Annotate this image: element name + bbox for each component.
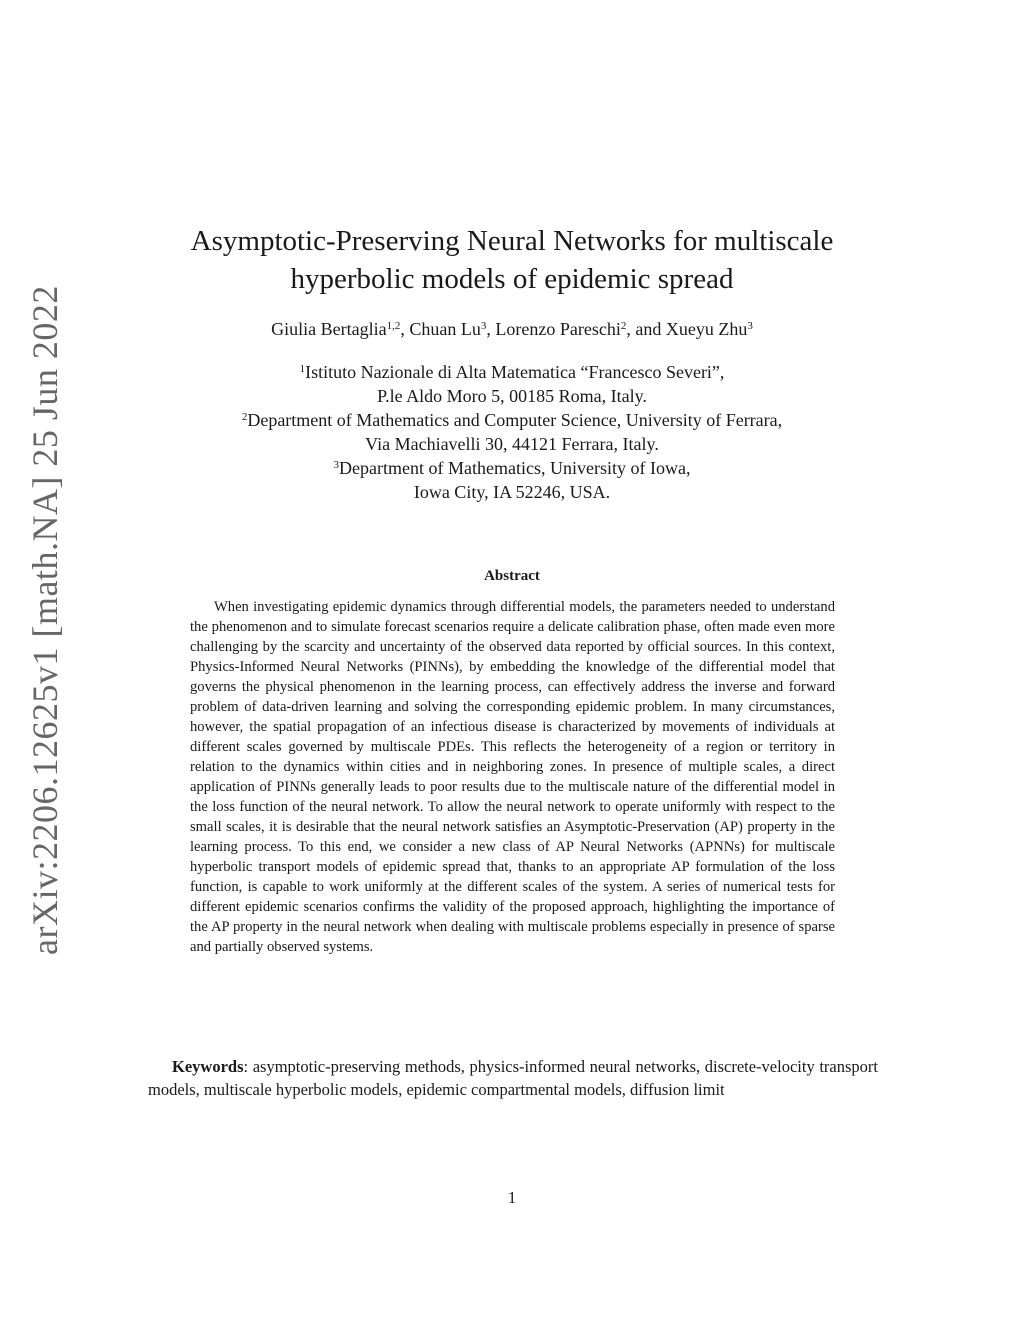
title-line-1: Asymptotic-Preserving Neural Networks for multiscale	[190, 225, 834, 257]
author-name: Chuan Lu	[409, 319, 481, 339]
author-separator: ,	[486, 319, 496, 339]
author-list	[150, 316, 874, 342]
affiliation-marker: 2	[241, 411, 248, 423]
author-affiliation-marker: 3	[480, 320, 487, 332]
paper-title	[150, 222, 874, 298]
affiliation-text: Department of Mathematics and Computer Science, University of Ferrara,	[247, 410, 783, 430]
author-affiliation-marker: 1,2	[386, 320, 401, 332]
keywords-label: Keywords	[172, 1057, 244, 1076]
abstract-heading: Abstract	[484, 568, 540, 584]
author-affiliation-marker: 3	[747, 320, 753, 332]
keywords-text: : asymptotic-preserving methods, physics-informed neural networks, discrete-velocity transport models, multiscale hyperbolic models, epidemic compartmental models, diffusion limit	[148, 1057, 878, 1099]
affiliation-marker: 1	[299, 363, 306, 375]
affiliation-line	[150, 360, 874, 384]
author-name: Lorenzo Pareschi	[495, 319, 621, 339]
abstract-body: When investigating epidemic dynamics through differential models, the parameters needed to understand the phenomenon and to simulate forecast scenarios require a delicate calibration phase, often made even more challenging by the scarcity and uncertainty of the observed data reported by official sources. In this context, Physics-Informed Neural Networks (PINNs), by embedding the knowledge of the differential model that governs the physical phenomenon in the learning process, can effectively address the inverse and forward problem of data-driven learning and solving the corresponding epidemic problem. In many circumstances, however, the spatial propagation of an infectious disease is characterized by movements of individuals at different scales governed by multiscale PDEs. This reflects the heterogeneity of a region or territory in relation to the dynamics within cities and in neighboring zones. In presence of multiple scales, a direct application of PINNs generally leads to poor results due to the multiscale nature of the differential model in the loss function of the neural network. To allow the neural network to operate uniformly with respect to the small scales, it is desirable that the neural network satisfies an Asymptotic-Preservation (AP) property in the learning process. To this end, we consider a new class of AP Neural Networks (APNNs) for multiscale hyperbolic transport models of epidemic spread that, thanks to an appropriate AP formulation of the loss function, is capable to work uniformly at the different scales of the system. A series of numerical tests for different epidemic scenarios confirms the validity of the proposed approach, highlighting the importance of the AP property in the neural network when dealing with multiscale problems especially in presence of sparse and partially observed systems.	[190, 599, 835, 955]
page-number: 1	[507, 1188, 517, 1207]
affiliation-line	[150, 408, 874, 432]
affiliation-list	[150, 360, 874, 504]
arxiv-identifier-stamp: arXiv:2206.12625v1 [math.NA] 25 Jun 2022	[25, 285, 65, 955]
author-name: Giulia Bertaglia	[271, 319, 387, 339]
author-name: Xueyu Zhu	[665, 319, 748, 339]
affiliation-line	[150, 456, 874, 480]
author-separator: ,	[400, 319, 410, 339]
keywords-paragraph	[148, 1055, 878, 1101]
affiliation-marker: 3	[333, 459, 340, 471]
author-affiliation-marker: 2	[620, 320, 627, 332]
affiliation-line: Iowa City, IA 52246, USA.	[413, 482, 611, 502]
title-line-2: hyperbolic models of epidemic spread	[290, 263, 734, 295]
affiliation-text: Istituto Nazionale di Alta Matematica “Francesco Severi”,	[305, 362, 725, 382]
affiliation-line: P.le Aldo Moro 5, 00185 Roma, Italy.	[377, 386, 647, 406]
author-separator: , and	[626, 319, 666, 339]
affiliation-text: Department of Mathematics, University of Iowa,	[339, 458, 691, 478]
affiliation-line: Via Machiavelli 30, 44121 Ferrara, Italy.	[365, 434, 659, 454]
